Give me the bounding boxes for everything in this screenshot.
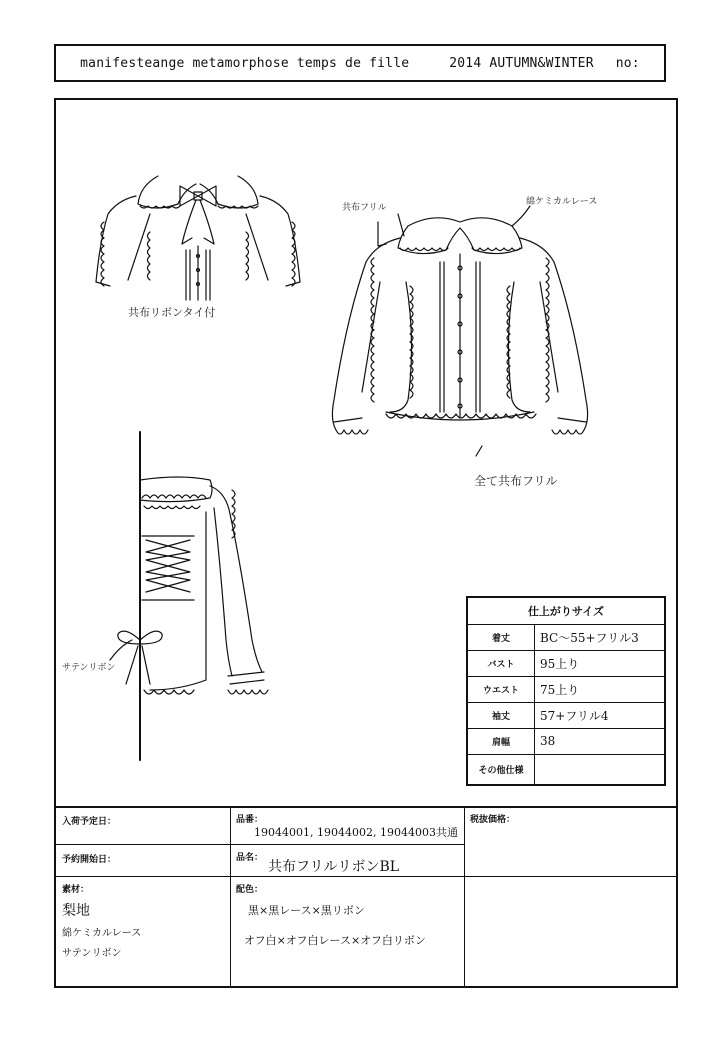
satin-ribbon-note: サテンリボン: [62, 663, 116, 673]
self-frill-note: 共布フリル: [342, 203, 387, 213]
season-label: 2014 AUTUMN&WINTER: [449, 55, 594, 71]
finished-size-table: [466, 596, 666, 786]
size-key: バスト: [468, 650, 535, 676]
size-value: 38: [540, 734, 556, 748]
footer-top-rule: [54, 806, 678, 808]
size-key: ウエスト: [468, 676, 535, 702]
large-front-sketch: [332, 206, 587, 456]
number-label: no:: [615, 55, 640, 71]
size-key: 肩幅: [468, 728, 535, 754]
size-key: 袖丈: [468, 702, 535, 728]
product-name-label: 品名：: [236, 853, 264, 863]
all-self-frill-note: 全て共布フリル: [474, 474, 558, 488]
size-value: 95上り: [540, 656, 580, 671]
footer-col-1: [230, 806, 231, 988]
size-table-title: 仕上がりサイズ: [468, 598, 664, 625]
cotton-lace-note: 綿ケミカルレース: [526, 197, 598, 207]
size-value: 57+フリル4: [540, 708, 609, 723]
size-key: その他仕様: [468, 754, 535, 784]
product-number-value: 19044001, 19044002, 19044003共通: [254, 826, 458, 839]
brand-name: manifesteange metamorphose temps de fille: [80, 55, 410, 71]
footer-rule-2: [54, 876, 678, 877]
color-line: 黒×黒レース×黒リボン: [248, 904, 365, 917]
size-row: [468, 702, 664, 729]
price-label: 税抜価格：: [470, 815, 516, 825]
size-row: [468, 650, 664, 677]
material-line: サテンリボン: [62, 948, 122, 959]
back-view-sketch: [110, 432, 268, 760]
ribbon-tie-note: 共布リボンタイ付: [128, 306, 216, 319]
size-row: [468, 676, 664, 703]
small-front-sketch: [96, 176, 300, 300]
material-line: 綿ケミカルレース: [62, 928, 142, 939]
size-value: BC～55+フリル3: [540, 630, 639, 645]
footer-col-2: [464, 806, 465, 988]
material-label: 素材：: [62, 885, 90, 895]
arrival-date-label: 入荷予定日：: [62, 817, 117, 827]
reservation-date-label: 予約開始日：: [62, 855, 117, 865]
product-number-label: 品番：: [236, 815, 264, 825]
size-row: [468, 728, 664, 755]
footer-rule-1: [54, 844, 464, 845]
size-key: 着丈: [468, 624, 535, 650]
size-value: 75上り: [540, 682, 580, 697]
color-line: オフ白×オフ白レース×オフ白リボン: [244, 934, 426, 947]
size-row: [468, 754, 664, 784]
product-name-value: 共布フリルリボンBL: [268, 859, 400, 875]
size-row: [468, 624, 664, 651]
color-label: 配色：: [236, 885, 264, 895]
material-line: 梨地: [62, 903, 90, 919]
